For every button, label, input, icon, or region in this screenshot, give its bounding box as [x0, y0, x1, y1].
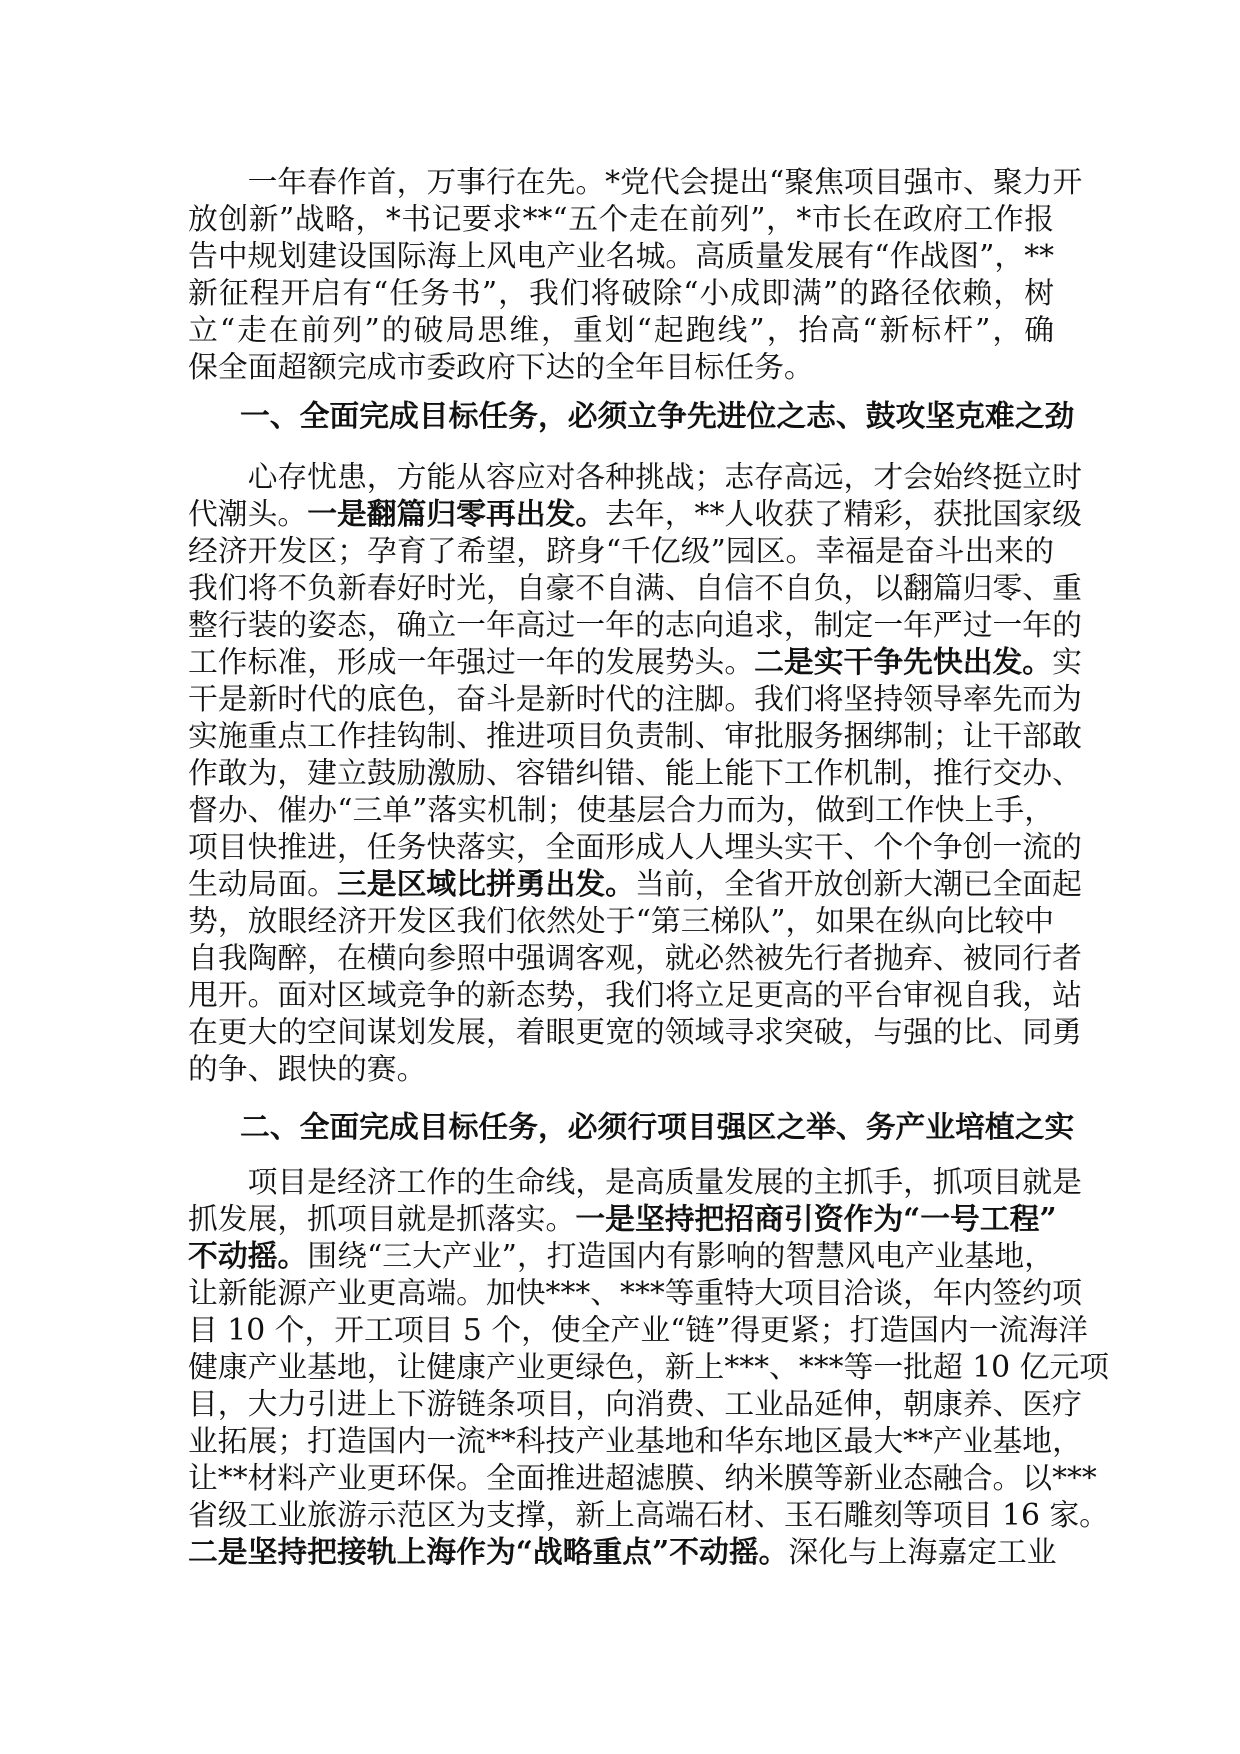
text-run: 健康产业基地，让健康产业更绿色，新上***、***等一批超 10 亿元项 — [188, 1350, 1109, 1385]
text-run: 立“走在前列”的破局思维，重划“起跑线”，抬高“新标杆”，确 — [188, 313, 1054, 348]
text-line — [188, 496, 1082, 533]
text-run: 心存忧患，方能从容应对各种挑战；志存高远，才会始终挺立时 — [247, 460, 1082, 495]
paragraph — [188, 164, 1083, 386]
text-run: 让**材料产业更环保。全面推进超滤膜、纳米膜等新业态融合。以*** — [188, 1461, 1097, 1496]
text-run: 自我陶醉，在横向参照中强调客观，就必然被先行者抛弃、被同行者 — [188, 941, 1082, 976]
text-line — [188, 1349, 1109, 1386]
text-line — [188, 201, 1054, 238]
text-run: 督办、催办“三单”落实机制；使基层合力而为，做到工作快上手， — [188, 793, 1054, 828]
text-run: 甩开。面对区域竞争的新态势，我们将立足更高的平台审视自我，站 — [188, 978, 1082, 1013]
text-run: 让新能源产业更高端。加快***、***等重特大项目洽谈，年内签约项 — [188, 1276, 1082, 1311]
text-run: 整行装的姿态，确立一年高过一年的志向追求，制定一年严过一年的 — [188, 608, 1082, 643]
text-run: 围绕“三大产业”，打造国内有影响的智慧风电产业基地， — [307, 1239, 1055, 1274]
bold-lead-phrase: 二是实干争先快出发。 — [754, 645, 1053, 680]
text-run: 项目快推进，任务快落实，全面形成人人埋头实干、个个争创一流的 — [188, 830, 1082, 865]
section-heading: 二、全面完成目标任务，必须行项目强区之举、务产业培植之实 — [240, 1110, 1075, 1145]
text-run: 的争、跟快的赛。 — [188, 1052, 427, 1087]
text-run: 实施重点工作挂钩制、推进项目负责制、审批服务捆绑制；让干部敢 — [188, 719, 1082, 754]
text-line — [188, 349, 1054, 386]
text-run: 深化与上海嘉定工业 — [788, 1535, 1057, 1570]
text-line — [188, 312, 1054, 349]
text-run: 去年，**人收获了精彩，获批国家级 — [605, 497, 1082, 532]
text-line — [188, 755, 1082, 792]
text-run: 干是新时代的底色，奋斗是新时代的注脚。我们将坚持领导率先而为 — [188, 682, 1082, 717]
bold-lead-phrase: 三是区域比拼勇出发。 — [336, 867, 635, 902]
text-line — [188, 1164, 1082, 1201]
section-heading: 一、全面完成目标任务，必须立争先进位之志、鼓攻坚克难之劲 — [240, 399, 1075, 434]
text-run: 经济开发区；孕育了希望，跻身“千亿级”园区。幸福是奋斗出来的 — [188, 534, 1054, 569]
text-run: 一年春作首，万事行在先。*党代会提出“聚焦项目强市、聚力开 — [247, 165, 1083, 200]
text-line — [188, 164, 1083, 201]
text-run: 当前，全省开放创新大潮已全面起 — [634, 867, 1082, 902]
text-line — [188, 533, 1054, 570]
text-line — [188, 644, 1082, 681]
text-run: 作敢为，建立鼓励激励、容错纠错、能上能下工作机制，推行交办、 — [188, 756, 1082, 791]
text-line — [188, 1201, 1057, 1238]
text-line — [188, 681, 1082, 718]
text-line — [188, 1275, 1082, 1312]
text-run: 业拓展；打造国内一流**科技产业基地和华东地区最大**产业基地， — [188, 1424, 1082, 1459]
text-line — [188, 903, 1054, 940]
text-line — [188, 1312, 1088, 1349]
bold-lead-phrase: 一是翻篇归零再出发。 — [307, 497, 606, 532]
text-run: 抓发展，抓项目就是抓落实。 — [188, 1202, 576, 1237]
bold-lead-phrase: 二是坚持把接轨上海作为“战略重点”不动摇。 — [188, 1535, 789, 1570]
text-run: 工作标准，形成一年强过一年的发展势头。 — [188, 645, 755, 680]
text-run: 实 — [1052, 645, 1082, 680]
text-run: 省级工业旅游示范区为支撑，新上高端石材、玉石雕刻等项目 16 家。 — [188, 1498, 1109, 1533]
text-run: 目，大力引进上下游链条项目，向消费、工业品延伸，朝康养、医疗 — [188, 1387, 1082, 1422]
text-run: 放创新”战略，*书记要求**“五个走在前列”，*市长在政府工作报 — [188, 202, 1054, 237]
text-run: 生动局面。 — [188, 867, 337, 902]
text-line — [188, 607, 1082, 644]
text-line — [188, 238, 1054, 275]
text-line — [188, 977, 1082, 1014]
text-line — [188, 829, 1082, 866]
text-run: 在更大的空间谋划发展，着眼更宽的领域寻求突破，与强的比、同勇 — [188, 1015, 1082, 1050]
document-page — [188, 164, 1109, 1571]
bold-lead-phrase: 不动摇。 — [188, 1239, 308, 1274]
bold-lead-phrase: 一是坚持把招商引资作为“一号工程” — [575, 1202, 1057, 1237]
text-line — [188, 570, 1082, 607]
text-line — [188, 1497, 1109, 1534]
text-line — [188, 275, 1054, 312]
text-line — [188, 1238, 1054, 1275]
text-line — [188, 866, 1082, 903]
text-run: 新征程开启有“任务书”，我们将破除“小成即满”的路径依赖，树 — [188, 276, 1054, 311]
text-line — [188, 718, 1082, 755]
text-run: 势，放眼经济开发区我们依然处于“第三梯队”，如果在纵向比较中 — [188, 904, 1054, 939]
text-line — [188, 1534, 1057, 1571]
text-run: 目 10 个，开工项目 5 个，使全产业“链”得更紧；打造国内一流海洋 — [188, 1313, 1088, 1348]
text-line — [188, 459, 1082, 496]
text-run: 我们将不负新春好时光，自豪不自满、自信不自负，以翻篇归零、重 — [188, 571, 1082, 606]
text-run: 代潮头。 — [188, 497, 308, 532]
paragraph — [188, 459, 1082, 1088]
text-line — [188, 1460, 1097, 1497]
paragraph — [188, 1164, 1109, 1571]
text-line — [188, 940, 1082, 977]
text-run: 保全面超额完成市委政府下达的全年目标任务。 — [188, 350, 814, 385]
text-line — [188, 1051, 1054, 1088]
text-run: 项目是经济工作的生命线，是高质量发展的主抓手，抓项目就是 — [247, 1165, 1082, 1200]
text-line — [188, 792, 1054, 829]
text-run: 告中规划建设国际海上风电产业名城。高质量发展有“作战图”，** — [188, 239, 1054, 274]
text-line — [188, 1423, 1082, 1460]
text-line — [188, 1014, 1082, 1051]
text-line — [188, 1386, 1082, 1423]
